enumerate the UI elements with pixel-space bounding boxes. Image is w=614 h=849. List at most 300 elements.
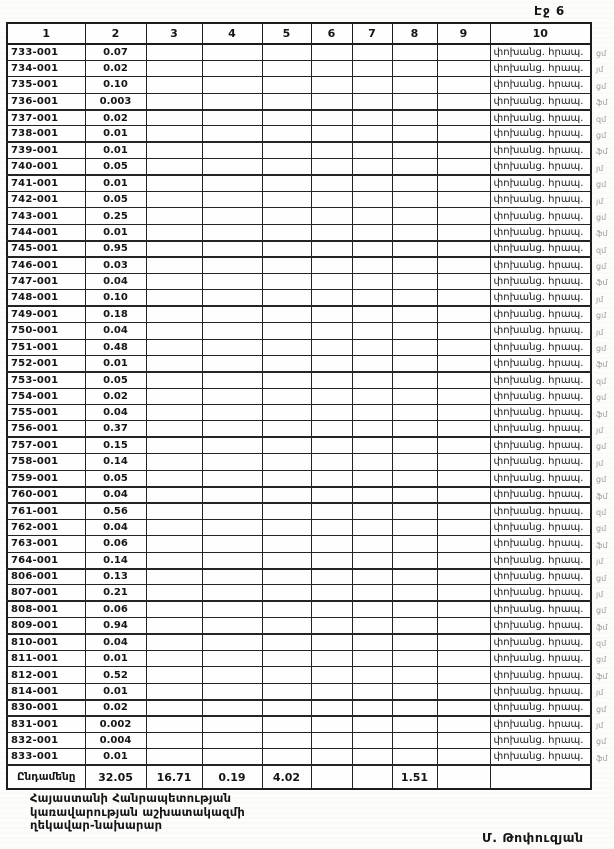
empty-cell — [352, 569, 392, 585]
code-cell: 754-001 — [7, 388, 85, 404]
empty-cell — [202, 159, 262, 175]
value-cell: 0.02 — [85, 60, 146, 76]
empty-cell — [392, 437, 437, 453]
code-cell: 751-001 — [7, 339, 85, 355]
code-cell: 833-001 — [7, 749, 85, 765]
scan-artifact-mark: ֆմ — [596, 147, 608, 157]
empty-cell — [392, 110, 437, 126]
empty-cell — [437, 519, 490, 535]
value-cell: 0.14 — [85, 454, 146, 470]
empty-cell — [202, 421, 262, 437]
empty-cell — [437, 159, 490, 175]
empty-cell — [352, 650, 392, 666]
empty-cell — [262, 749, 311, 765]
table-row — [7, 749, 591, 765]
empty-cell — [392, 667, 437, 683]
empty-cell — [146, 716, 202, 732]
empty-cell — [311, 93, 352, 109]
empty-cell — [146, 77, 202, 93]
note-cell: փոխանց. հրապ. — [490, 405, 591, 421]
empty-cell — [202, 454, 262, 470]
scan-artifact-mark: ֆմ — [596, 229, 608, 239]
value-cell: 0.003 — [85, 93, 146, 109]
empty-cell — [262, 421, 311, 437]
code-cell: 750-001 — [7, 323, 85, 339]
empty-cell — [202, 126, 262, 142]
empty-cell — [311, 536, 352, 552]
empty-cell — [202, 339, 262, 355]
code-cell: 808-001 — [7, 601, 85, 617]
empty-cell — [352, 339, 392, 355]
empty-cell — [311, 273, 352, 289]
empty-cell — [146, 405, 202, 421]
note-cell: փոխանց. հրապ. — [490, 454, 591, 470]
empty-cell — [146, 241, 202, 257]
signature-name: Մ. Թոփուզյան — [482, 830, 584, 845]
table-row — [7, 208, 591, 224]
note-cell: փոխանց. հրապ. — [490, 536, 591, 552]
empty-cell — [202, 536, 262, 552]
empty-cell — [392, 470, 437, 486]
total-value-cell: 4.02 — [262, 765, 311, 789]
empty-cell — [437, 110, 490, 126]
total-value-cell — [352, 765, 392, 789]
empty-cell — [392, 683, 437, 699]
value-cell: 0.04 — [85, 634, 146, 650]
code-cell: 734-001 — [7, 60, 85, 76]
empty-cell — [352, 585, 392, 601]
note-cell: փոխանց. հրապ. — [490, 372, 591, 388]
empty-cell — [392, 142, 437, 158]
code-cell: 764-001 — [7, 552, 85, 568]
empty-cell — [392, 388, 437, 404]
scan-artifact-mark: յմ — [596, 163, 604, 173]
note-cell: փոխանց. հրապ. — [490, 388, 591, 404]
empty-cell — [311, 569, 352, 585]
total-value-cell: 16.71 — [146, 765, 202, 789]
empty-cell — [262, 650, 311, 666]
empty-cell — [146, 618, 202, 634]
empty-cell — [146, 601, 202, 617]
empty-cell — [392, 749, 437, 765]
empty-cell — [437, 749, 490, 765]
empty-cell — [352, 487, 392, 503]
empty-cell — [352, 667, 392, 683]
scan-artifact-mark: յմ — [596, 589, 604, 599]
empty-cell — [392, 257, 437, 273]
code-cell: 752-001 — [7, 355, 85, 371]
empty-cell — [352, 470, 392, 486]
empty-cell — [311, 110, 352, 126]
value-cell: 0.05 — [85, 372, 146, 388]
empty-cell — [352, 437, 392, 453]
empty-cell — [437, 634, 490, 650]
empty-cell — [311, 339, 352, 355]
empty-cell — [311, 77, 352, 93]
table-row — [7, 142, 591, 158]
scan-artifact-mark: յմ — [596, 557, 604, 567]
empty-cell — [202, 437, 262, 453]
value-cell: 0.002 — [85, 716, 146, 732]
code-cell: 806-001 — [7, 569, 85, 585]
empty-cell — [262, 536, 311, 552]
empty-cell — [392, 44, 437, 60]
code-cell: 738-001 — [7, 126, 85, 142]
total-value-cell — [490, 765, 591, 789]
empty-cell — [146, 437, 202, 453]
empty-cell — [311, 388, 352, 404]
empty-cell — [437, 208, 490, 224]
note-cell: փոխանց. հրապ. — [490, 470, 591, 486]
empty-cell — [146, 569, 202, 585]
scan-artifact-mark: զմ — [596, 507, 607, 517]
empty-cell — [352, 192, 392, 208]
empty-cell — [311, 552, 352, 568]
table-row — [7, 77, 591, 93]
empty-cell — [437, 585, 490, 601]
empty-cell — [262, 519, 311, 535]
empty-cell — [352, 552, 392, 568]
value-cell: 0.04 — [85, 405, 146, 421]
empty-cell — [392, 208, 437, 224]
table-row — [7, 323, 591, 339]
empty-cell — [202, 470, 262, 486]
code-cell: 807-001 — [7, 585, 85, 601]
empty-cell — [262, 569, 311, 585]
empty-cell — [262, 175, 311, 191]
note-cell: փոխանց. հրապ. — [490, 159, 591, 175]
value-cell: 0.004 — [85, 732, 146, 748]
scan-artifact-mark: յմ — [596, 294, 604, 304]
empty-cell — [146, 552, 202, 568]
empty-cell — [437, 405, 490, 421]
empty-cell — [392, 650, 437, 666]
empty-cell — [437, 732, 490, 748]
empty-cell — [262, 585, 311, 601]
empty-cell — [311, 454, 352, 470]
empty-cell — [311, 142, 352, 158]
table-row — [7, 716, 591, 732]
empty-cell — [262, 601, 311, 617]
note-cell: փոխանց. հրապ. — [490, 290, 591, 306]
scan-artifact-mark: յմ — [596, 65, 604, 75]
empty-cell — [262, 110, 311, 126]
empty-cell — [202, 601, 262, 617]
empty-cell — [262, 208, 311, 224]
empty-cell — [437, 552, 490, 568]
table-row — [7, 536, 591, 552]
value-cell: 0.52 — [85, 667, 146, 683]
empty-cell — [392, 421, 437, 437]
empty-cell — [437, 306, 490, 322]
empty-cell — [146, 470, 202, 486]
empty-cell — [437, 650, 490, 666]
note-cell: փոխանց. հրապ. — [490, 650, 591, 666]
scan-artifact-mark: ֆմ — [596, 409, 608, 419]
note-cell: փոխանց. հրապ. — [490, 634, 591, 650]
empty-cell — [262, 716, 311, 732]
column-header: 6 — [311, 23, 352, 44]
empty-cell — [352, 126, 392, 142]
empty-cell — [311, 372, 352, 388]
empty-cell — [352, 257, 392, 273]
value-cell: 0.07 — [85, 44, 146, 60]
empty-cell — [262, 290, 311, 306]
empty-cell — [146, 732, 202, 748]
empty-cell — [311, 716, 352, 732]
scan-artifact-mark: ցմ — [596, 606, 607, 616]
table-row — [7, 618, 591, 634]
code-cell: 811-001 — [7, 650, 85, 666]
empty-cell — [352, 77, 392, 93]
code-cell: 753-001 — [7, 372, 85, 388]
table-row — [7, 700, 591, 716]
empty-cell — [202, 618, 262, 634]
column-header: 8 — [392, 23, 437, 44]
note-cell: փոխանց. հրապ. — [490, 667, 591, 683]
empty-cell — [437, 175, 490, 191]
value-cell: 0.01 — [85, 749, 146, 765]
note-cell: փոխանց. հրապ. — [490, 601, 591, 617]
scan-artifact-mark: ցմ — [596, 442, 607, 452]
note-cell: փոխանց. հրապ. — [490, 716, 591, 732]
note-cell: փոխանց. հրապ. — [490, 93, 591, 109]
empty-cell — [352, 519, 392, 535]
empty-cell — [352, 601, 392, 617]
empty-cell — [352, 421, 392, 437]
empty-cell — [437, 339, 490, 355]
header-row — [7, 23, 591, 44]
scan-bleed-artifacts — [596, 46, 614, 767]
empty-cell — [202, 667, 262, 683]
total-value-cell — [311, 765, 352, 789]
empty-cell — [262, 355, 311, 371]
code-cell: 832-001 — [7, 732, 85, 748]
empty-cell — [202, 175, 262, 191]
note-cell: փոխանց. հրապ. — [490, 306, 591, 322]
code-cell: 761-001 — [7, 503, 85, 519]
scan-artifact-mark: զմ — [596, 376, 607, 386]
scan-artifact-mark: ֆմ — [596, 622, 608, 632]
table-row — [7, 601, 591, 617]
code-cell: 749-001 — [7, 306, 85, 322]
empty-cell — [262, 241, 311, 257]
note-cell: փոխանց. հրապ. — [490, 241, 591, 257]
empty-cell — [202, 650, 262, 666]
empty-cell — [202, 683, 262, 699]
issuer-line-1: Հայաստանի Հանրապետության — [30, 791, 232, 805]
note-cell: փոխանց. հրապ. — [490, 77, 591, 93]
value-cell: 0.01 — [85, 355, 146, 371]
scan-artifact-mark: զմ — [596, 114, 607, 124]
value-cell: 0.10 — [85, 77, 146, 93]
table-row — [7, 667, 591, 683]
scan-artifact-mark: ֆմ — [596, 540, 608, 550]
empty-cell — [311, 437, 352, 453]
empty-cell — [437, 487, 490, 503]
empty-cell — [437, 290, 490, 306]
empty-cell — [311, 519, 352, 535]
code-cell: 831-001 — [7, 716, 85, 732]
issuer-line-3: ղեկավար-նախարար — [30, 818, 163, 832]
note-cell: փոխանց. հրապ. — [490, 339, 591, 355]
empty-cell — [202, 519, 262, 535]
total-value-cell: 1.51 — [392, 765, 437, 789]
empty-cell — [311, 683, 352, 699]
note-cell: փոխանց. հրապ. — [490, 323, 591, 339]
scan-artifact-mark: ֆմ — [596, 278, 608, 288]
value-cell: 0.13 — [85, 569, 146, 585]
empty-cell — [437, 421, 490, 437]
code-cell: 758-001 — [7, 454, 85, 470]
value-cell: 0.02 — [85, 700, 146, 716]
empty-cell — [437, 60, 490, 76]
empty-cell — [311, 290, 352, 306]
empty-cell — [202, 44, 262, 60]
table-row — [7, 306, 591, 322]
note-cell: փոխանց. հրապ. — [490, 192, 591, 208]
empty-cell — [146, 273, 202, 289]
note-cell: փոխանց. հրապ. — [490, 60, 591, 76]
empty-cell — [262, 503, 311, 519]
value-cell: 0.01 — [85, 175, 146, 191]
empty-cell — [202, 241, 262, 257]
value-cell: 0.05 — [85, 470, 146, 486]
note-cell: փոխանց. հրապ. — [490, 487, 591, 503]
empty-cell — [202, 503, 262, 519]
empty-cell — [437, 44, 490, 60]
empty-cell — [262, 454, 311, 470]
empty-cell — [437, 323, 490, 339]
empty-cell — [392, 716, 437, 732]
value-cell: 0.04 — [85, 323, 146, 339]
scan-artifact-mark: ցմ — [596, 475, 607, 485]
code-cell: 756-001 — [7, 421, 85, 437]
code-cell: 736-001 — [7, 93, 85, 109]
empty-cell — [202, 192, 262, 208]
empty-cell — [437, 77, 490, 93]
value-cell: 0.06 — [85, 536, 146, 552]
value-cell: 0.01 — [85, 683, 146, 699]
note-cell: փոխանց. հրապ. — [490, 110, 591, 126]
scan-artifact-mark: ֆմ — [596, 491, 608, 501]
empty-cell — [311, 405, 352, 421]
table-row — [7, 732, 591, 748]
empty-cell — [202, 306, 262, 322]
table-row — [7, 175, 591, 191]
value-cell: 0.04 — [85, 519, 146, 535]
scan-artifact-mark: ցմ — [596, 130, 607, 140]
code-cell: 809-001 — [7, 618, 85, 634]
table-row — [7, 519, 591, 535]
empty-cell — [202, 405, 262, 421]
column-header: 4 — [202, 23, 262, 44]
empty-cell — [392, 306, 437, 322]
value-cell: 0.48 — [85, 339, 146, 355]
code-cell: 830-001 — [7, 700, 85, 716]
note-cell: փոխանց. հրապ. — [490, 749, 591, 765]
empty-cell — [352, 405, 392, 421]
empty-cell — [146, 700, 202, 716]
empty-cell — [146, 355, 202, 371]
empty-cell — [311, 487, 352, 503]
empty-cell — [352, 454, 392, 470]
empty-cell — [437, 93, 490, 109]
empty-cell — [311, 585, 352, 601]
empty-cell — [311, 421, 352, 437]
empty-cell — [146, 44, 202, 60]
empty-cell — [311, 470, 352, 486]
note-cell: փոխանց. հրապ. — [490, 700, 591, 716]
total-label: Ընդամենը — [7, 765, 85, 789]
empty-cell — [437, 126, 490, 142]
value-cell: 0.04 — [85, 273, 146, 289]
total-value-cell — [437, 765, 490, 789]
total-value-cell: 32.05 — [85, 765, 146, 789]
empty-cell — [202, 569, 262, 585]
value-cell: 0.37 — [85, 421, 146, 437]
empty-cell — [311, 306, 352, 322]
empty-cell — [392, 126, 437, 142]
note-cell: փոխանց. հրապ. — [490, 519, 591, 535]
empty-cell — [352, 634, 392, 650]
empty-cell — [146, 192, 202, 208]
note-cell: փոխանց. հրապ. — [490, 175, 591, 191]
empty-cell — [352, 208, 392, 224]
code-cell: 740-001 — [7, 159, 85, 175]
scan-artifact-mark: ցմ — [596, 393, 607, 403]
table-row — [7, 339, 591, 355]
value-cell: 0.05 — [85, 159, 146, 175]
note-cell: փոխանց. հրապ. — [490, 224, 591, 240]
scan-artifact-mark: ցմ — [596, 49, 607, 58]
empty-cell — [202, 700, 262, 716]
empty-cell — [146, 110, 202, 126]
table-row — [7, 503, 591, 519]
empty-cell — [202, 60, 262, 76]
empty-cell — [352, 536, 392, 552]
note-cell: փոխանց. հրապ. — [490, 421, 591, 437]
empty-cell — [146, 683, 202, 699]
empty-cell — [392, 503, 437, 519]
table-row — [7, 552, 591, 568]
code-cell: 747-001 — [7, 273, 85, 289]
table-row — [7, 470, 591, 486]
value-cell: 0.06 — [85, 601, 146, 617]
empty-cell — [392, 372, 437, 388]
empty-cell — [352, 716, 392, 732]
code-cell: 763-001 — [7, 536, 85, 552]
empty-cell — [392, 618, 437, 634]
column-header: 1 — [7, 23, 85, 44]
empty-cell — [262, 667, 311, 683]
empty-cell — [392, 585, 437, 601]
empty-cell — [146, 93, 202, 109]
scan-artifact-mark: ցմ — [596, 81, 607, 91]
table-row — [7, 372, 591, 388]
empty-cell — [202, 634, 262, 650]
code-cell: 744-001 — [7, 224, 85, 240]
empty-cell — [262, 683, 311, 699]
total-row — [7, 765, 591, 789]
code-cell: 733-001 — [7, 44, 85, 60]
table-row — [7, 355, 591, 371]
empty-cell — [311, 732, 352, 748]
empty-cell — [146, 421, 202, 437]
scan-artifact-mark: ցմ — [596, 737, 607, 747]
empty-cell — [392, 323, 437, 339]
table-row — [7, 454, 591, 470]
